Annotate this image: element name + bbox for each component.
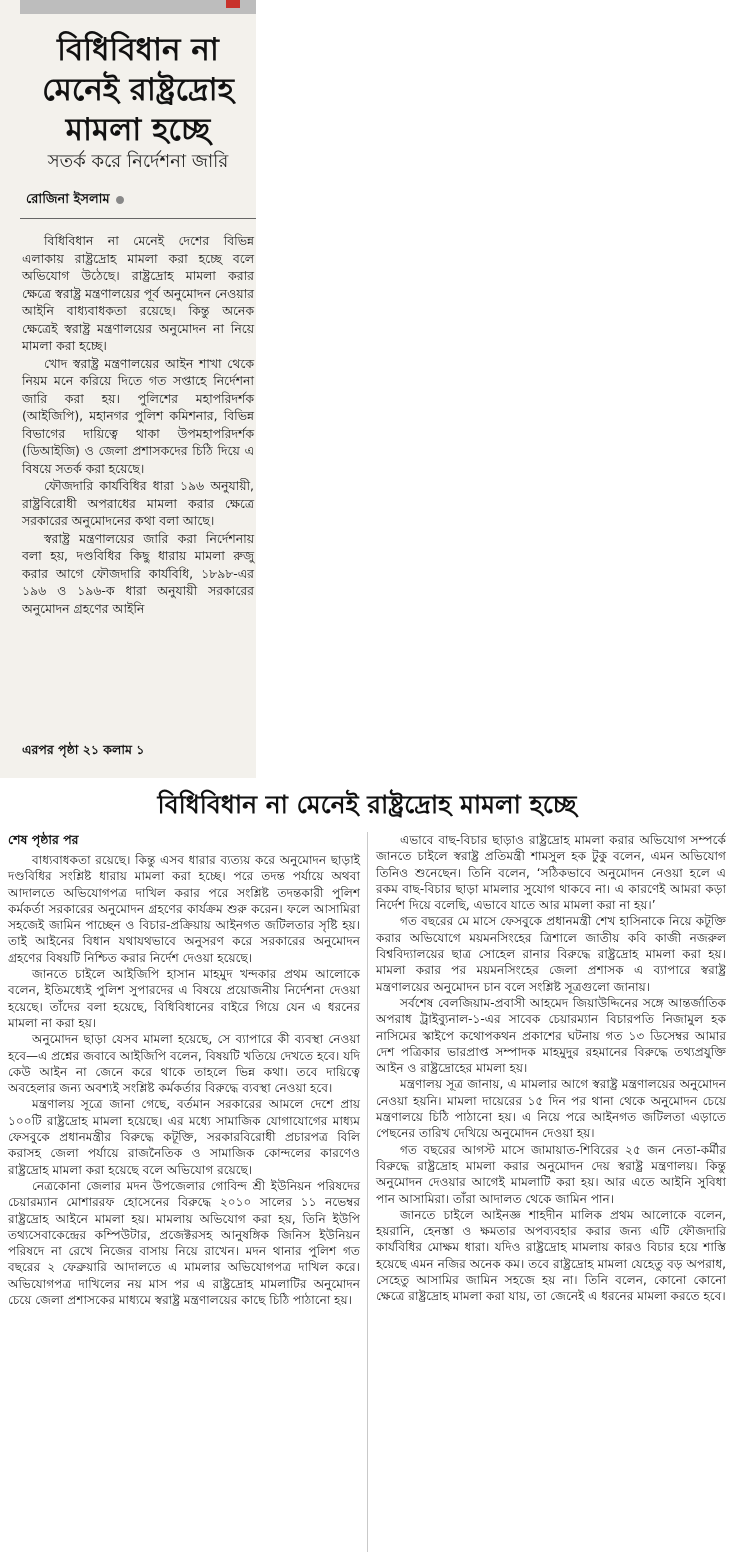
headline: বিধিবিধান না মেনেই রাষ্ট্রদ্রোহ মামলা হচ্ছে: [42, 32, 234, 148]
paragraph: বিধিবিধান না মেনেই দেশের বিভিন্ন এলাকায় রাষ্ট্রদ্রোহ মামলা করা হচ্ছে বলে অভিযোগ উঠেছে। রাষ্ট্রদ্রোহ মামলা করার ক্ষেত্রে স্বরাষ্ট্র মন্ত্রণালয়ের পূর্ব অনুমোদন নেওয়ার আইনি বাধ্যবাধকতা রয়েছে। কিন্তু অনেক ক্ষেত্রেই স্বরাষ্ট্র মন্ত্রণালয়ের অনুমোদন না নিয়ে মামলা করা হচ্ছে।: [22, 233, 254, 353]
paragraph: মন্ত্রণালয় সূত্র জানায়, এ মামলার আগে স্বরাষ্ট্র মন্ত্রণালয়ের অনুমোদন নেওয়া হয়নি। মামলা দায়েরের ১৫ দিন পর থানা থেকে অনুমোদন চেয়ে মন্ত্রণালয়ে চিঠি পাঠানো হয়। এ নিয়ে পরে আইনগত জটিলতা এড়াতে পেছনের তারিখ দেখিয়ে অনুমোদন দেওয়া হয়।: [376, 1077, 726, 1141]
paragraph: সর্বশেষ বেলজিয়াম-প্রবাসী আহমেদ জিয়াউদ্দিনের সঙ্গে আন্তর্জাতিক অপরাধ ট্রাইব্যুনাল-১-এর সাবেক চেয়ারম্যান বিচারপতি নিজামুল হক নাসিমের স্কাইপে কথোপকথন প্রকাশের ঘটনায় গত ১৩ ডিসেম্বর আমার দেশ পত্রিকার ভারপ্রাপ্ত সম্পাদক মাহমুদুর রহমানের বিরুদ্ধে তথ্যপ্রযুক্তি আইন ও রাষ্ট্রদ্রোহের মামলা হয়।: [376, 995, 726, 1076]
byline: [26, 190, 124, 211]
clipping-red-mark: [226, 0, 240, 8]
continued-note: এরপর পৃষ্ঠা ২১ কলাম ১: [22, 742, 145, 757]
front-article-body: [22, 232, 254, 617]
paragraph: ফৌজদারি কার্যবিধির ধারা ১৯৬ অনুযায়ী, রাষ্ট্রবিরোধী অপরাধের মামলা করার ক্ষেত্রে সরকারের অনুমোদনের কথা বলা আছে।: [22, 478, 254, 528]
paragraph: অনুমোদন ছাড়া যেসব মামলা হয়েছে, সে ব্যাপারে কী ব্যবস্থা নেওয়া হবে—এ প্রশ্নের জবাবে আইজিপি বলেন, বিষয়টি খতিয়ে দেখতে হবে। যদি কেউ আইন না জেনে করে থাকে তাহলে ভিন্ন কথা। তবে দায়িত্বে অবহেলার জন্য অবশ্যই সংশ্লিষ্ট কর্মকর্তার বিরুদ্ধে ব্যবস্থা নেওয়া হবে।: [8, 1032, 360, 1096]
paragraph: এভাবে বাছ-বিচার ছাড়াও রাষ্ট্রদ্রোহ মামলা করার অভিযোগ সম্পর্কে জানতে চাইলে স্বরাষ্ট্র প্রতিমন্ত্রী শামসুল হক টুকু বলেন, এমন অভিযোগ তিনিও শুনেছেন। তিনি বলেন, ‘সঠিকভাবে অনুমোদন নেওয়া হলে এ রকম বাছ-বিচার ছাড়া মামলার সুযোগ থাকবে না। এ কারণেই আমরা কড়া নির্দেশ দিয়ে বলেছি, এভাবে যাতে আর মামলা করা না হয়।’: [376, 833, 726, 913]
subheadline: সতর্ক করে নির্দেশনা জারি: [47, 151, 229, 172]
paragraph: জানতে চাইলে আইজিপি হাসান মাহমুদ খন্দকার প্রথম আলোকে বলেন, ইতিমধ্যেই পুলিশ সুপারদের এ বিষয়ে প্রয়োজনীয় নির্দেশনা দেওয়া হয়েছে। তাঁদের বলা হয়েছে, বিধিবিধানের বাইরে গিয়ে যেন এ ধরনের মামলা না করা হয়।: [8, 967, 360, 1030]
paragraph: মন্ত্রণালয় সূত্রে জানা গেছে, বর্তমান সরকারের আমলে দেশে প্রায় ১০০টি রাষ্ট্রদ্রোহ মামলা হয়েছে। এর মধ্যে সামাজিক যোগাযোগের মাধ্যম ফেসবুকে প্রধানমন্ত্রীর বিরুদ্ধে কটূক্তি, সরকারবিরোধী প্রচারপত্র বিলি করাসহ জেলা পর্যায়ে রাজনৈতিক ও সামাজিক কোন্দলের কারণেও রাষ্ট্রদ্রোহ মামলা করা হয়েছে বলে অভিযোগ রয়েছে।: [8, 1097, 360, 1177]
continuation-left-column: [8, 852, 360, 1308]
paragraph: গত বছরের আগস্ট মাসে জামায়াত-শিবিরের ২৫ জন নেতা-কর্মীর বিরুদ্ধে রাষ্ট্রদ্রোহ মামলা করার অনুমোদন দেয় স্বরাষ্ট্র মন্ত্রণালয়। কিন্তু অনুমোদন দেওয়ার আগেই মামলাটি করা হয়। আর এতে আইনি সুবিধা পান আসামিরা। তাঁরা আদালত থেকে জামিন পান।: [376, 1142, 726, 1206]
paragraph: খোদ স্বরাষ্ট্র মন্ত্রণালয়ের আইন শাখা থেকে নিয়ম মনে করিয়ে দিতে গত সপ্তাহে নির্দেশনা জারি করা হয়। পুলিশের মহাপরিদর্শক (আইজিপি), মহানগর পুলিশ কমিশনার, বিভিন্ন বিভাগের দায়িত্বে থাকা উপমহাপরিদর্শক (ডিআইজি) ও জেলা প্রশাসকদের চিঠি দিয়ে এ বিষয়ে সতর্ক করা হয়েছে।: [22, 355, 254, 476]
column-divider: [367, 832, 368, 1552]
continuation-label: শেষ পৃষ্ঠার পর: [8, 832, 79, 847]
paragraph: বাধ্যবাধকতা রয়েছে। কিন্তু এসব ধারার ব্যত্যয় করে অনুমোদন ছাড়াই দণ্ডবিধির সংশ্লিষ্ট ধারায় মামলা করা হচ্ছে। পরে তদন্ত পর্যায়ে অথবা আদালতে অভিযোগপত্র দাখিল করার পরে সংশ্লিষ্ট তদন্তকারী পুলিশ কর্মকর্তা সরকারের অনুমোদন গ্রহণের কার্যক্রম শুরু করেন। ফলে আসামিরা সহজেই জামিন পাচ্ছেন ও বিচার-প্রক্রিয়ায় আইনগত জটিলতার সৃষ্টি হয়। তাই আইনের বিধান যথাযথভাবে অনুসরণ করে সরকারের অনুমোদন গ্রহণের বিষয়টি নিশ্চিত করার নির্দেশ দেওয়া হয়েছে।: [8, 853, 360, 965]
paragraph: নেত্রকোনা জেলার মদন উপজেলার গোবিন্দ শ্রী ইউনিয়ন পরিষদের চেয়ারম্যান মোশাররফ হোসেনের বিরুদ্ধে ২০১০ সালের ১১ নভেম্বর রাষ্ট্রদ্রোহ আইনে মামলা হয়। মামলায় অভিযোগ করা হয়, তিনি ইউপি তথ্যসেবাকেন্দ্রের কম্পিউটার, প্রজেক্টরসহ আনুষঙ্গিক জিনিস ইউনিয়ন পরিষদে না রেখে নিজের বাসায় নিয়ে রাখেন। মদন থানার পুলিশ গত বছরের ২ ফেব্রুয়ারি আদালতে এ মামলার অভিযোগপত্র দাখিল করে। অভিযোগপত্র দাখিলের নয় মাস পর এ রাষ্ট্রদ্রোহ মামলাটির অনুমোদন চেয়ে জেলা প্রশাসকের মাধ্যমে স্বরাষ্ট্র মন্ত্রণালয়ের কাছে চিঠি পাঠানো হয়।: [8, 1178, 360, 1308]
paragraph: স্বরাষ্ট্র মন্ত্রণালয়ের জারি করা নির্দেশনায় বলা হয়, দণ্ডবিধির কিছু ধারায় মামলা রুজু করার আগে ফৌজদারি কার্যবিধি, ১৮৯৮-এর ১৯৬ ও ১৯৬-ক ধারা অনুযায়ী সরকারের অনুমোদন গ্রহণের আইনি: [22, 530, 254, 616]
continuation-right-column: [376, 832, 726, 1305]
paragraph: জানতে চাইলে আইনজ্ঞ শাহদীন মালিক প্রথম আলোকে বলেন, হয়রানি, হেনস্তা ও ক্ষমতার অপব্যবহার করার জন্য এটি ফৌজদারি কার্যবিধির মোক্ষম ধারা। যদিও রাষ্ট্রদ্রোহ মামলায় কারও বিচার হয়ে শাস্তি হয়েছে এমন নজির অনেক কম। তবে রাষ্ট্রদ্রোহ মামলা যেহেতু বড় অপরাধ, সেহেতু আসামির জামিন সহজে হয় না। তিনি বলেন, কোনো কোনো ক্ষেত্রে রাষ্ট্রদ্রোহ মামলা করা যায়, তা জেনেই এ ধরনের মামলা করতে হবে।: [376, 1207, 726, 1304]
byline-author: রোজিনা ইসলাম: [26, 192, 110, 207]
clipping-top-border: [20, 0, 256, 14]
paragraph: গত বছরের মে মাসে ফেসবুকে প্রধানমন্ত্রী শেখ হাসিনাকে নিয়ে কটূক্তি করার অভিযোগে ময়মনসিংহের ত্রিশালে জাতীয় কবি কাজী নজরুল বিশ্ববিদ্যালয়ের ছাত্র সোহেল রানার বিরুদ্ধে রাষ্ট্রদ্রোহ মামলা করা হয়। মামলা করার পর ময়মনসিংহের জেলা প্রশাসক এ ব্যাপারে স্বরাষ্ট্র মন্ত্রণালয়ের অনুমোদন চান বলে সংশ্লিষ্ট সূত্রগুলো জানায়।: [376, 914, 726, 994]
byline-dot-icon: [116, 196, 124, 204]
divider: [20, 218, 256, 219]
continuation-headline: বিধিবিধান না মেনেই রাষ্ট্রদ্রোহ মামলা হচ্ছে: [157, 790, 577, 819]
